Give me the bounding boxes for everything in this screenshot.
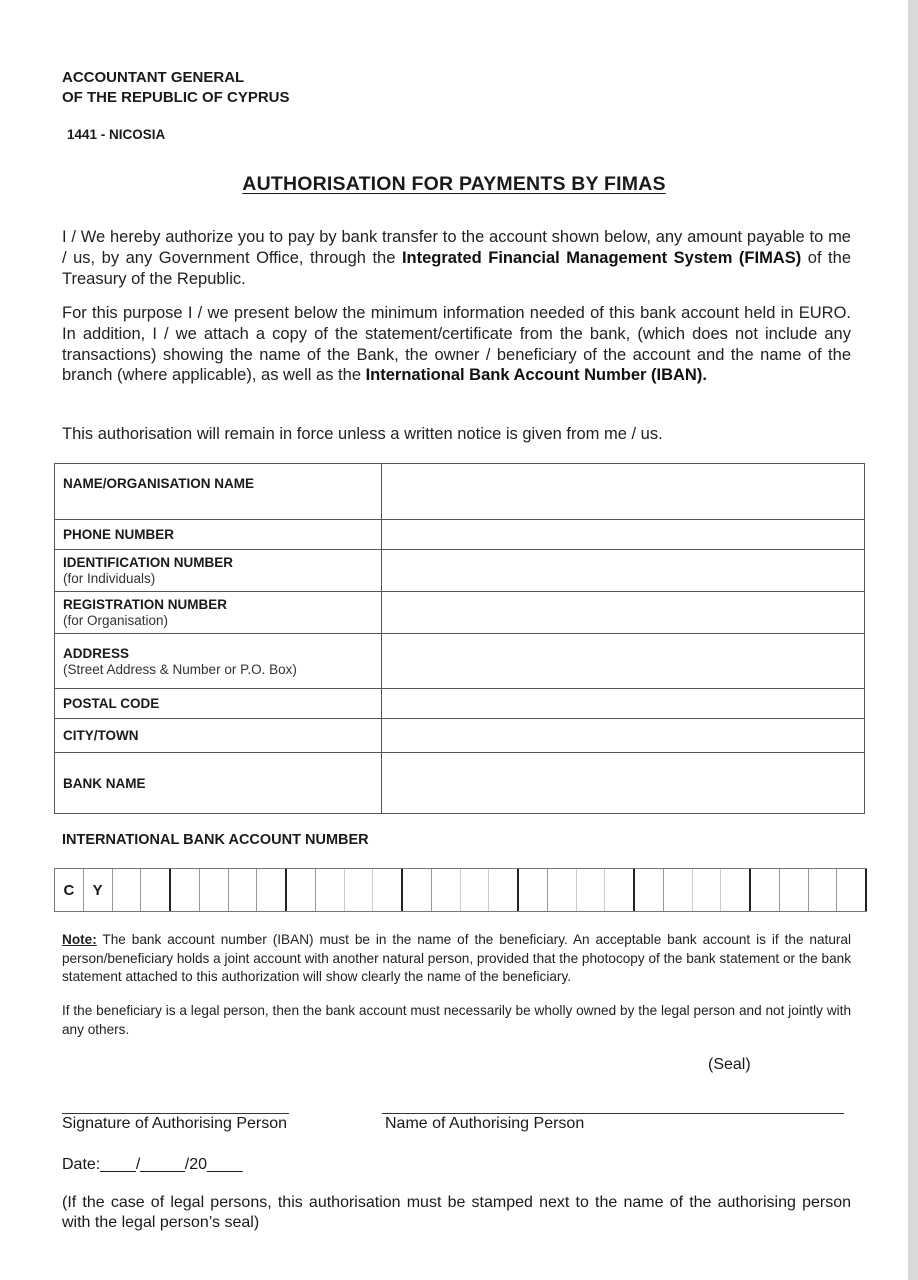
iban-cell[interactable]: [837, 869, 867, 911]
table-row: IDENTIFICATION NUMBER (for Individuals): [55, 550, 865, 592]
iban-cell[interactable]: [664, 869, 693, 911]
iban-note: Note: The bank account number (IBAN) must be in the name of the beneficiary. An acceptable bank account is if the natural person/beneficiary holds a joint account with another natural person, provided that the photocopy of the bank statement or the bank statement attached to this authorization will show clearly the name of the beneficiary.: [62, 932, 851, 984]
iban-cell[interactable]: [605, 869, 635, 911]
name-label: Name of Authorising Person: [385, 1115, 585, 1132]
iban-cell[interactable]: [489, 869, 519, 911]
iban-cell[interactable]: [345, 869, 374, 911]
iban-cell[interactable]: [809, 869, 838, 911]
signature-label: Signature of Authorising Person: [62, 1115, 288, 1132]
iban-cell[interactable]: [200, 869, 229, 911]
iban-cell[interactable]: C: [54, 869, 84, 911]
registration-field[interactable]: [382, 592, 865, 634]
signature-line[interactable]: [62, 1113, 289, 1114]
iban-cell[interactable]: [432, 869, 461, 911]
table-row: REGISTRATION NUMBER (for Organisation): [55, 592, 865, 634]
beneficiary-details-table: [54, 463, 865, 814]
iban-cell[interactable]: Y: [84, 869, 113, 911]
iban-label: INTERNATIONAL BANK ACCOUNT NUMBER: [62, 832, 369, 848]
scrollbar[interactable]: [908, 0, 918, 1280]
issuer-line-1: ACCOUNTANT GENERAL: [62, 69, 245, 86]
legal-person-note: If the beneficiary is a legal person, then the bank account must necessarily be wholly owned by the legal person and not jointly with any others.: [62, 1003, 851, 1037]
iban-cell[interactable]: [548, 869, 577, 911]
postal-code-field[interactable]: [382, 689, 865, 719]
iban-cell[interactable]: [171, 869, 200, 911]
iban-cell[interactable]: [780, 869, 809, 911]
table-row: POSTAL CODE: [55, 689, 865, 719]
iban-cell[interactable]: [721, 869, 751, 911]
table-row: BANK NAME: [55, 753, 865, 814]
iban-cell[interactable]: [229, 869, 258, 911]
issuer-postal: 1441 - NICOSIA: [67, 127, 166, 142]
table-row: PHONE NUMBER: [55, 520, 865, 550]
iban-cell[interactable]: [693, 869, 722, 911]
iban-cell[interactable]: [141, 869, 171, 911]
name-field[interactable]: [382, 464, 865, 520]
document-title: AUTHORISATION FOR PAYMENTS BY FIMAS: [242, 173, 666, 195]
city-field[interactable]: [382, 719, 865, 753]
seal-label: (Seal): [708, 1056, 751, 1073]
phone-field[interactable]: [382, 520, 865, 550]
iban-cell[interactable]: [751, 869, 780, 911]
table-row: ADDRESS (Street Address & Number or P.O. Box): [55, 634, 865, 689]
table-row: CITY/TOWN: [55, 719, 865, 753]
iban-cell[interactable]: [635, 869, 664, 911]
name-line[interactable]: [382, 1113, 844, 1114]
iban-cell[interactable]: [287, 869, 316, 911]
iban-cell[interactable]: [461, 869, 490, 911]
issuer-line-2: OF THE REPUBLIC OF CYPRUS: [62, 89, 290, 106]
address-field[interactable]: [382, 634, 865, 689]
iban-cell[interactable]: [373, 869, 403, 911]
iban-grid: [54, 868, 867, 912]
date-field[interactable]: Date:____/_____/20____: [62, 1156, 243, 1173]
iban-cell[interactable]: [519, 869, 548, 911]
iban-cell[interactable]: [403, 869, 432, 911]
iban-cell[interactable]: [257, 869, 287, 911]
purpose-paragraph: For this purpose I / we present below the minimum information needed of this bank account held in EURO. In addition, I / we attach a copy of the statement/certificate from the bank, (which does not include any transactions) showing the name of the Bank, the owner / beneficiary of the account and the name of the branch (where applicable), as well as the International Bank Account Number (IBAN).: [62, 304, 851, 385]
seal-instruction: (If the case of legal persons, this authorisation must be stamped next to the name of the authorising person with the legal person’s seal): [62, 1194, 851, 1231]
bank-name-field[interactable]: [382, 753, 865, 814]
table-row: NAME/ORGANISATION NAME: [55, 464, 865, 520]
iban-cell[interactable]: [316, 869, 345, 911]
iban-cell[interactable]: [113, 869, 142, 911]
iban-cell[interactable]: [577, 869, 606, 911]
validity-paragraph: This authorisation will remain in force unless a written notice is given from me / us.: [62, 425, 663, 443]
intro-paragraph: I / We hereby authorize you to pay by bank transfer to the account shown below, any amount payable to me / us, by any Government Office, through the Integrated Financial Management System (FIMAS) of the Treasury of the Republic.: [62, 228, 851, 288]
identification-field[interactable]: [382, 550, 865, 592]
